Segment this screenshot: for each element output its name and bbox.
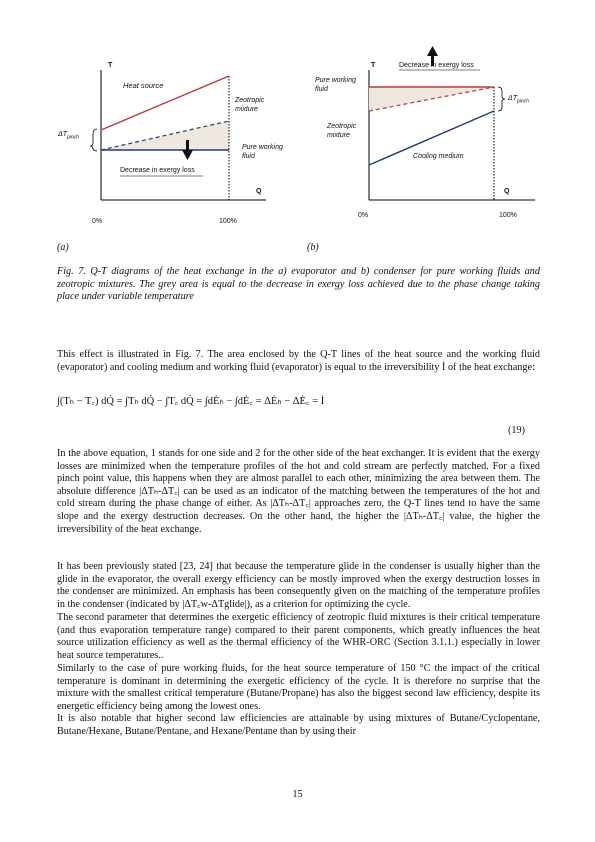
figure-b-pinch-delta: ΔT (508, 95, 517, 102)
figure-a-q-label: Q (256, 188, 262, 195)
figure-a-decrease-label: Decrease in exergy loss (120, 167, 195, 174)
figure-b-pinch-label (508, 95, 529, 104)
equation-number: (19) (508, 425, 525, 436)
equation-19: ∫(Tₕ − T꜀) dQ̇ = ∫Tₕ dQ̇ − ∫T꜀ dQ̇ = ∫dĖₕ − ∫dĖ꜀ = ΔĖₕ − ΔĖ꜀ = İ (57, 396, 325, 407)
figure-b-pure-fluid-label (315, 76, 356, 94)
figure-b-decrease-label: Decrease in exergy loss (399, 62, 474, 69)
figure-a-pinch-label (58, 131, 79, 140)
figure-a-zeotropic-line-2: mixture (235, 106, 258, 113)
figure-b-pinch-bracket (498, 87, 505, 111)
figure-a-panel-label: (a) (57, 242, 69, 253)
figure-a-tick-start: 0% (92, 218, 103, 225)
figure-a-tick-end: 100% (219, 218, 237, 225)
figure-a-arrow-down-icon (182, 150, 193, 160)
figure-b-zeotropic-line-2: mixture (327, 132, 350, 139)
figure-b-panel-label: (b) (307, 242, 319, 253)
figure-a-heat-source-line (101, 76, 229, 130)
figure-b-diagram (369, 46, 535, 200)
figure-a-diagram (90, 70, 266, 200)
figure-b-pinch-sub: pinch (516, 98, 529, 105)
figure-a-pure-line-1: Pure working (242, 144, 283, 151)
figure-a-zeotropic-label (235, 96, 264, 114)
paragraph-condenser-glide: It has been previously stated [23, 24] that because the temperature glide in the condenser is usually higher than the glide in the evaporator, the overall exergy efficiency can be mostly improved when the exergy destruction losses in the condenser are minimized. An emphasis has been consequently given on the matching of the temperature profiles in the condenser (indicated by |ΔT꜀w-ΔTglide|), as a criterion for optimizing the cycle. (57, 561, 540, 610)
figure-a-pure-fluid-label (242, 143, 283, 161)
figure-b-t-label: T (371, 62, 376, 69)
figure-a-arrow-shaft (186, 140, 189, 150)
figure-a-pinch-sub: pinch (66, 134, 79, 141)
figure-b-cooling-label: Cooling medium (413, 153, 464, 160)
figure-caption: Fig. 7. Q-T diagrams of the heat exchange in the a) evaporator and b) condenser for pure working fluids and zeotropic mixtures. The grey area is equal to the decrease in exergy loss achieved due to the phase change taking place under variable temperature (57, 266, 540, 303)
figure-b-tick-start: 0% (358, 212, 369, 219)
figure-b-zeotropic-label (327, 122, 356, 140)
paragraph-critical-temperature: The second parameter that determines the exergetic efficiency of zeotropic fluid mixtures is their critical temperature (and thus evaporation temperature range) compared to their parent components, which greatly influences the heat source utilization efficiency as well as the thermal efficiency of the WHR-ORC (Section 3.1.1.) especially in lower heat source temperatures.. (57, 612, 540, 661)
paragraph-intro: This effect is illustrated in Fig. 7. The area enclosed by the Q-T lines of the heat source and the working fluid (evaporator) and cooling medium and working fluid (evaporator) is equal to the irreversibility İ of the heat exchange: (57, 349, 540, 373)
figure-a-pure-line-2: fluid (242, 153, 255, 160)
paragraph-heat-source-150: Similarly to the case of pure working fluids, for the heat source temperature of 150 °C the impact of the critical temperature is dominant in determining the exergetic efficiency of the cycle. It is therefore no surprise that the mixture with the smallest critical temperature (Butane/Propane) has also the biggest second law efficiency, despite its energetic efficiency being among the lowest ones. (57, 663, 540, 712)
figure-b-arrow-up-icon (427, 46, 438, 56)
figure-b-zeotropic-line-1: Zeotropic (327, 123, 357, 130)
figure-a-pinch-delta: ΔT (58, 131, 67, 138)
figure-b-pure-line-1: Pure working (315, 77, 356, 84)
figure-a-pinch-bracket (90, 129, 97, 151)
paragraph-exergy-losses: In the above equation, 1 stands for one side and 2 for the other side of the heat exchanger. It is evident that the exergy losses are minimized when the temperature profiles of the hot and cold stream are perfectly matched. For a fixed pinch point value, this happens when they are almost parallel to each other, minimizing the area between them. The absolute difference |ΔTₕ-ΔT꜀| can be used as an indicator of the matching between the temperatures of the hot and cold stream during the phase change of either. As |ΔTₕ-ΔT꜀| approaches zero, the Q-T lines tend to have the same slope and the exergy destruction decreases. On the other hand, the higher the |ΔTₕ-ΔT꜀| value, the higher the irreversibility of the heat exchange. (57, 448, 540, 535)
paragraph-mixtures: It is also notable that higher second law efficiencies are attainable by using mixtures of Butane/Cyclopentane, Butane/Hexane, Butane/Pentane, and Hexane/Pentane than by using their (57, 713, 540, 737)
figure-a-t-label: T (108, 62, 113, 69)
figure-a-zeotropic-line-1: Zeotropic (235, 97, 265, 104)
figure-b-pure-line-2: fluid (315, 86, 328, 93)
figure-b-q-label: Q (504, 188, 510, 195)
page-number: 15 (292, 789, 303, 800)
figure-b-tick-end: 100% (499, 212, 517, 219)
figure-a-heat-source-label: Heat source (123, 81, 164, 90)
